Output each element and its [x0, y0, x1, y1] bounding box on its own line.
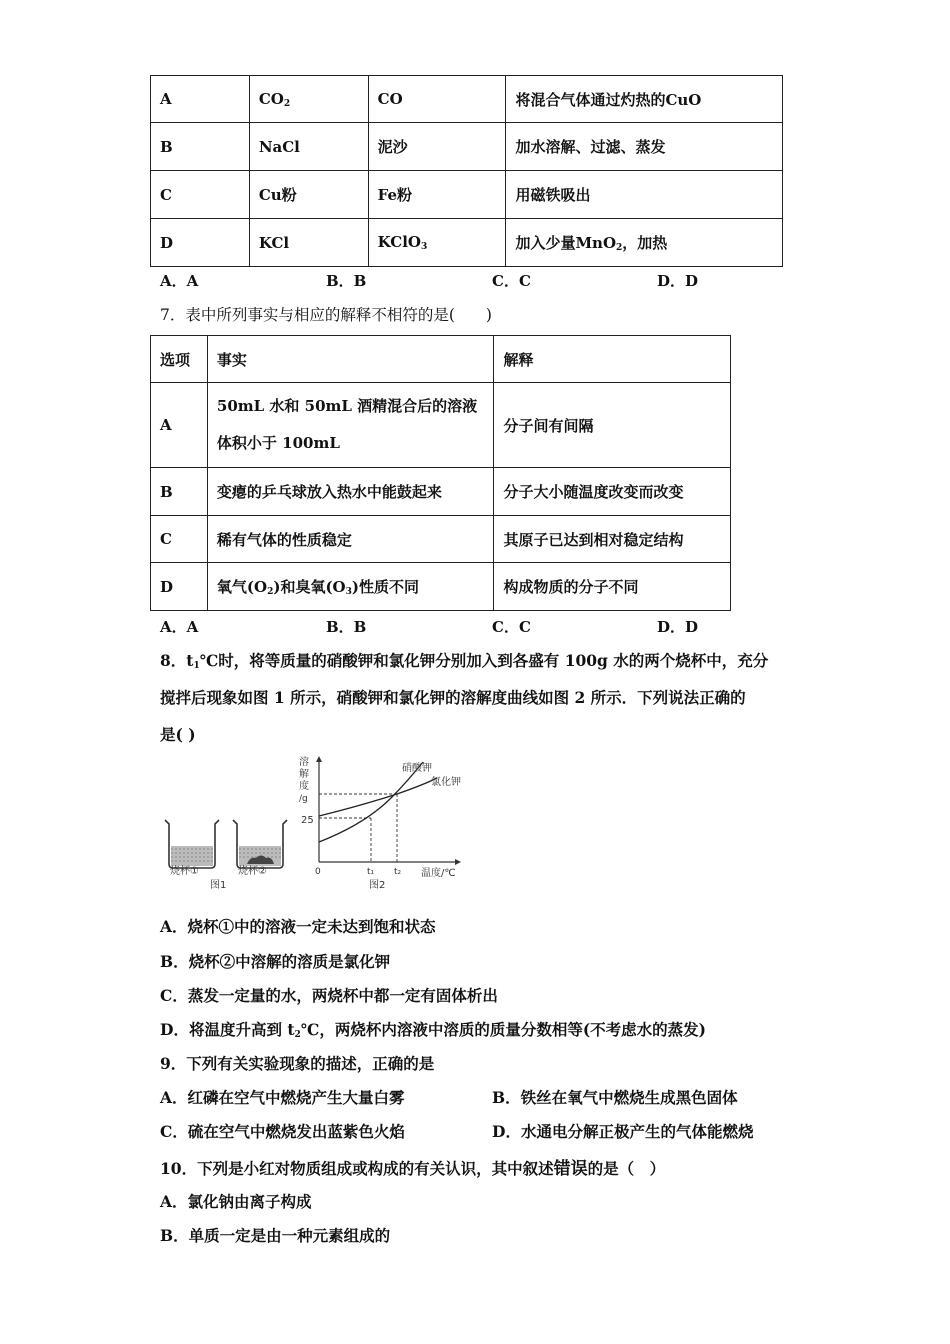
q6-table: [150, 75, 783, 267]
option-cell: B: [151, 123, 250, 171]
impurity-cell: Fe粉: [368, 171, 506, 219]
beaker-2-label: 烧杯②: [238, 866, 267, 877]
substance-cell: NaCl: [249, 123, 368, 171]
table-row: [151, 563, 731, 611]
origin-label: 0: [315, 867, 321, 877]
figure-2-caption: 图2: [369, 880, 386, 891]
beaker-1-label: 烧杯①: [170, 866, 199, 877]
t2-label: t₂: [394, 867, 402, 877]
option-b[interactable]: B．B: [326, 618, 367, 636]
beaker-2-icon: [233, 820, 287, 868]
q9-stem: 9．下列有关实验现象的描述，正确的是: [160, 1054, 435, 1073]
method-cell: 加入少量MnO$_2$，加热: [506, 219, 783, 267]
q9-option-a[interactable]: A．红磷在空气中燃烧产生大量白雾: [160, 1088, 405, 1107]
q9-option-b[interactable]: B．铁丝在氧气中燃烧生成黑色固体: [492, 1088, 738, 1107]
legend-kcl: 氯化钾: [431, 777, 461, 788]
q8-stem-line2: 搅拌后现象如图 1 所示，硝酸钾和氯化钾的溶解度曲线如图 2 所示．下列说法正确的: [160, 688, 746, 707]
table-row: [151, 468, 731, 516]
option-cell: C: [151, 516, 208, 563]
option-c[interactable]: C．C: [492, 272, 531, 290]
t1-label: t₁: [367, 867, 375, 877]
beaker-1-icon: [165, 820, 219, 868]
y-label-2: 解: [299, 769, 309, 780]
legend-kno3: 硝酸钾: [402, 763, 432, 774]
option-a[interactable]: A．A: [160, 272, 199, 290]
impurity-cell: CO: [368, 76, 506, 123]
option-cell: D: [151, 219, 250, 267]
q8-option-a[interactable]: A．烧杯①中的溶液一定未达到饱和状态: [160, 917, 436, 936]
method-cell: 加水溶解、过滤、蒸发: [506, 123, 783, 171]
y-label-4: /g: [299, 794, 308, 804]
table-row: [151, 123, 783, 171]
x-axis-label: 温度/℃: [421, 868, 456, 879]
option-cell: A: [151, 383, 208, 468]
q8-figure: [155, 752, 475, 892]
x-axis-arrow-icon: [455, 859, 461, 865]
option-d[interactable]: D．D: [657, 272, 699, 290]
q7-stem: 7．表中所列事实与相应的解释不相符的是( ): [160, 306, 492, 324]
option-c[interactable]: C．C: [492, 618, 531, 636]
reason-cell: 分子间有间隔: [494, 383, 731, 468]
method-cell: 将混合气体通过灼热的CuO: [506, 76, 783, 123]
header-fact: 事实: [207, 336, 494, 383]
q8-stem-line3: 是( ): [160, 725, 196, 744]
table-row: [151, 383, 731, 468]
q10-option-a[interactable]: A．氯化钠由离子构成: [160, 1192, 312, 1211]
q10-option-b[interactable]: B．单质一定是由一种元素组成的: [160, 1226, 391, 1245]
figure-1-caption: 图1: [210, 880, 227, 891]
impurity-cell: KClO$_3$: [368, 219, 506, 267]
table-row: [151, 516, 731, 563]
y-tick-25: 25: [301, 815, 314, 826]
option-a[interactable]: A．A: [160, 618, 199, 636]
header-option: 选项: [151, 336, 208, 383]
option-cell: A: [151, 76, 250, 123]
q9-option-c[interactable]: C．硫在空气中燃烧发出蓝紫色火焰: [160, 1122, 405, 1141]
method-cell: 用磁铁吸出: [506, 171, 783, 219]
table-row: [151, 76, 783, 123]
reason-cell: 其原子已达到相对稳定结构: [494, 516, 731, 563]
fact-cell: 变瘪的乒乓球放入热水中能鼓起来: [207, 468, 494, 516]
q10-stem: 10．下列是小红对物质组成或构成的有关认识，其中叙述错误的是（ ）: [160, 1159, 666, 1179]
table-row: [151, 219, 783, 267]
option-cell: D: [151, 563, 208, 611]
q8-stem-line1: 8．$t_1℃$时，将等质量的硝酸钾和氯化钾分别加入到各盛有 100g 水的两个烧杯中，充分: [160, 651, 769, 671]
reason-cell: 分子大小随温度改变而改变: [494, 468, 731, 516]
q8-option-c[interactable]: C．蒸发一定量的水，两烧杯中都一定有固体析出: [160, 986, 498, 1005]
header-reason: 解释: [494, 336, 731, 383]
q7-table: [150, 335, 731, 611]
q8-option-b[interactable]: B．烧杯②中溶解的溶质是氯化钾: [160, 952, 391, 971]
impurity-cell: 泥沙: [368, 123, 506, 171]
option-cell: C: [151, 171, 250, 219]
substance-cell: KCl: [249, 219, 368, 267]
y-axis-arrow-icon: [316, 756, 322, 762]
option-cell: B: [151, 468, 208, 516]
q9-option-d[interactable]: D．水通电分解正极产生的气体能燃烧: [492, 1122, 754, 1141]
q8-option-d[interactable]: D．将温度升高到 $t_2℃$，两烧杯内溶液中溶质的质量分数相等(不考虑水的蒸发): [160, 1020, 707, 1040]
option-b[interactable]: B．B: [326, 272, 367, 290]
table-header: [151, 336, 731, 383]
q10-emphasis: 错误: [553, 1159, 588, 1179]
table-row: [151, 171, 783, 219]
substance-cell: Cu粉: [249, 171, 368, 219]
option-d[interactable]: D．D: [657, 618, 699, 636]
fact-cell: 50mL 水和 50mL 酒精混合后的溶液 体积小于 100mL: [207, 383, 494, 468]
fact-cell: 稀有气体的性质稳定: [207, 516, 494, 563]
fact-cell: 氧气$(O_2)$和臭氧$(O_3)$性质不同: [207, 563, 494, 611]
reason-cell: 构成物质的分子不同: [494, 563, 731, 611]
y-label-3: 度: [299, 781, 309, 792]
y-label-1: 溶: [299, 757, 309, 768]
substance-cell: $CO_2$: [249, 76, 368, 123]
